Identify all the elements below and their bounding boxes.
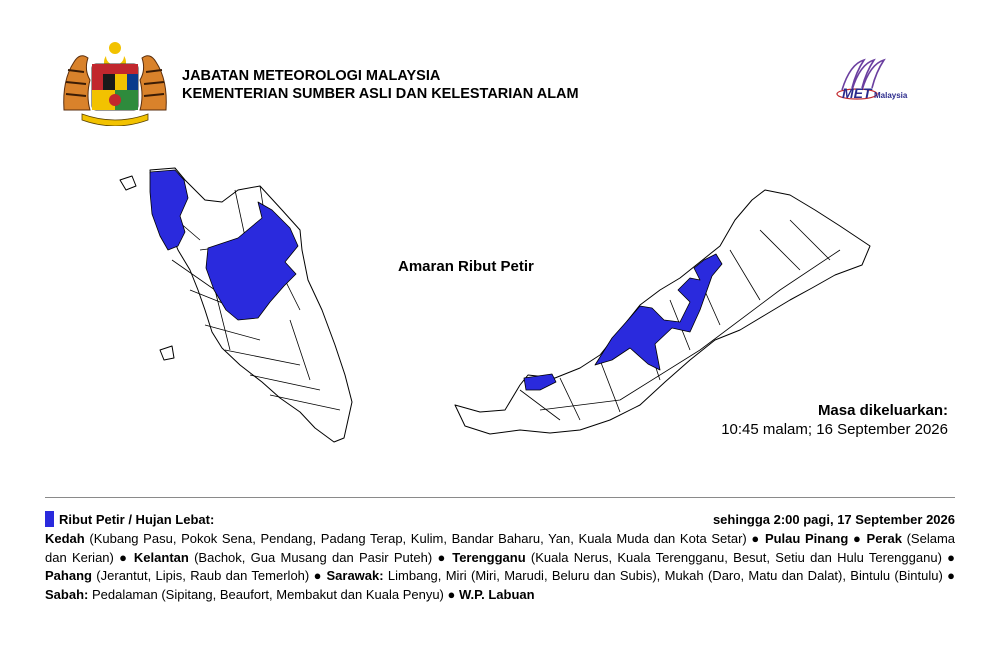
bullet-separator: ● [309, 568, 327, 583]
issued-value: 10:45 malam; 16 September 2026 [721, 421, 948, 438]
warning-area-kedah [150, 170, 188, 250]
divider [45, 497, 955, 498]
east-malaysia-outline [455, 190, 870, 434]
warning-type: Ribut Petir / Hujan Lebat: [59, 512, 215, 527]
warning-header [45, 510, 955, 530]
state-kelantan: Kelantan [133, 549, 189, 565]
warning-areas [45, 530, 955, 604]
agency-name [182, 67, 579, 103]
bullet-separator: ● [443, 586, 459, 602]
header [60, 40, 940, 130]
state-sarawak: Sarawak: [326, 568, 384, 583]
state-pulau-pinang: Pulau Pinang [764, 531, 849, 546]
bullet-separator: ● [113, 549, 134, 565]
national-crest-icon [60, 40, 170, 126]
state-pahang: Pahang [45, 568, 92, 583]
areas-sarawak: Limbang, Miri (Miri, Marudi, Beluru dan Subis), Mukah (Daro, Matu dan Dalat), Bintulu (Bintulu) [383, 568, 943, 583]
state-perak: Perak [866, 531, 902, 546]
state-sabah: Sabah: [45, 586, 89, 602]
met-logo-text: MET [842, 85, 872, 101]
state-kedah: Kedah [45, 531, 85, 546]
agency-name-line2: KEMENTERIAN SUMBER ASLI DAN KELESTARIAN ALAM [182, 86, 579, 102]
state-wp-labuan: W.P. Labuan [458, 586, 535, 602]
agency-name-line1: JABATAN METEOROLOGI MALAYSIA [182, 68, 441, 84]
met-logo-subtext: Malaysia [874, 91, 908, 100]
bullet-separator: ● [848, 531, 867, 546]
warning-color-swatch [45, 511, 54, 527]
areas-kedah: (Kubang Pasu, Pokok Sena, Pendang, Padang Terap, Kulim, Bandar Baharu, Yan, Kuala Muda dan Kota Setar) [84, 531, 747, 546]
bullet-separator: ● [941, 549, 956, 565]
areas-perak: (Selama dan Kerian) [45, 531, 956, 565]
met-malaysia-logo [812, 54, 932, 104]
issued-label: Masa dikeluarkan: [817, 402, 948, 419]
areas-sabah: Pedalaman (Sipitang, Beaufort, Membakut dan Kuala Penyu) [88, 586, 444, 602]
bullet-separator: ● [942, 568, 955, 583]
bullet-separator: ● [432, 549, 453, 565]
areas-terengganu: (Kuala Nerus, Kuala Terengganu, Besut, Setiu dan Hulu Terengganu) [525, 549, 942, 565]
warning-valid-until: sehingga 2:00 pagi, 17 September 2026 [712, 512, 955, 527]
bullet-separator: ● [746, 531, 765, 546]
areas-pahang: (Jerantut, Lipis, Raub dan Temerloh) [91, 568, 310, 583]
map-title: Amaran Ribut Petir [398, 258, 534, 275]
issued-time [721, 402, 948, 438]
areas-kelantan: (Bachok, Gua Musang dan Pasir Puteh) [188, 549, 433, 565]
state-terengganu: Terengganu [452, 549, 526, 565]
